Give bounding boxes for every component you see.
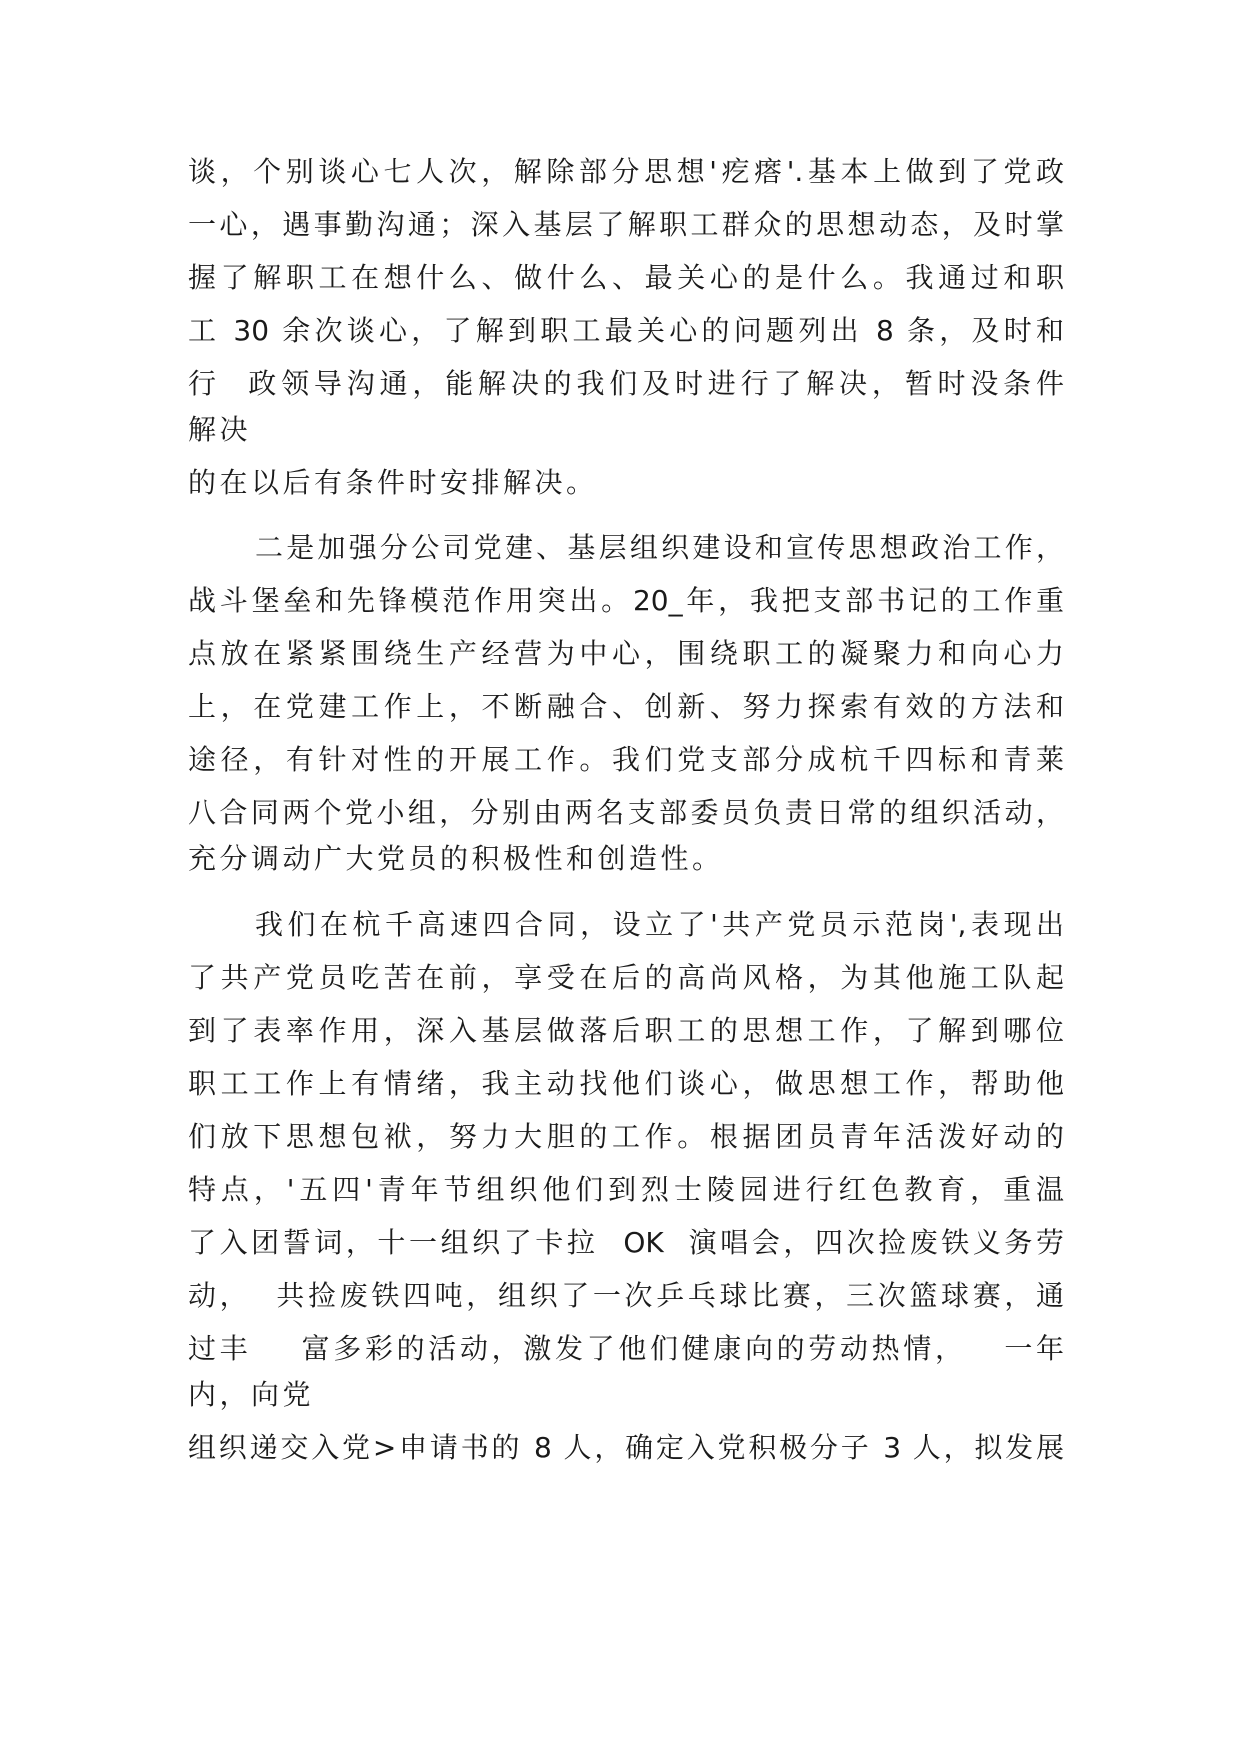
para1-line-6: 解决	[188, 413, 252, 446]
para1-line-1: 谈，个别谈心七人次，解除部分思想'疙瘩'.基本上做到了党政	[188, 155, 1064, 188]
para1-line-2: 一心，遇事勤沟通；深入基层了解职工群众的思想动态，及时掌	[188, 208, 1064, 241]
para3-line-4: 职工工作上有情绪，我主动找他们谈心，做思想工作，帮助他	[188, 1067, 1064, 1100]
para3-line-8: 动， 共捡废铁四吨，组织了一次乒乓球比赛，三次篮球赛，通	[188, 1279, 1064, 1312]
para3-line-3: 到了表率作用，深入基层做落后职工的思想工作，了解到哪位	[188, 1014, 1064, 1047]
para1-line-4: 工 30 余次谈心，了解到职工最关心的问题列出 8 条，及时和	[188, 314, 1064, 347]
para1-line-5: 行 政领导沟通，能解决的我们及时进行了解决，暂时没条件	[188, 367, 1064, 400]
para2-line-6: 八合同两个党小组，分别由两名支部委员负责日常的组织活动，	[188, 796, 1064, 829]
para2-line-1: 二是加强分公司党建、基层组织建设和宣传思想政治工作，	[255, 531, 1064, 564]
para3-line-2: 了共产党员吃苦在前，享受在后的高尚风格，为其他施工队起	[188, 961, 1064, 994]
para1-line-7: 的在以后有条件时安排解决。	[188, 466, 598, 499]
para2-line-5: 途径，有针对性的开展工作。我们党支部分成杭千四标和青莱	[188, 743, 1064, 776]
para2-line-4: 上，在党建工作上，不断融合、创新、努力探索有效的方法和	[188, 690, 1064, 723]
para3-line-9: 过丰 富多彩的活动，激发了他们健康向的劳动热情， 一年	[188, 1332, 1064, 1365]
para3-line-1: 我们在杭千高速四合同，设立了'共产党员示范岗',表现出	[255, 908, 1064, 941]
para3-line-7: 了入团誓词，十一组织了卡拉 OK 演唱会，四次捡废铁义务劳	[188, 1226, 1064, 1259]
para2-line-3: 点放在紧紧围绕生产经营为中心，围绕职工的凝聚力和向心力	[188, 637, 1064, 670]
para3-line-10: 内，向党	[188, 1378, 315, 1411]
para2-line-7: 充分调动广大党员的积极性和创造性。	[188, 842, 724, 875]
para2-line-2: 战斗堡垒和先锋模范作用突出。20_年，我把支部书记的工作重	[188, 584, 1064, 617]
para3-line-5: 们放下思想包袱，努力大胆的工作。根据团员青年活泼好动的	[188, 1120, 1064, 1153]
para3-line-6: 特点，'五四'青年节组织他们到烈士陵园进行红色教育，重温	[188, 1173, 1064, 1206]
para3-line-11: 组织递交入党>申请书的 8 人，确定入党积极分子 3 人，拟发展	[188, 1431, 1064, 1464]
para1-line-3: 握了解职工在想什么、做什么、最关心的是什么。我通过和职	[188, 261, 1064, 294]
